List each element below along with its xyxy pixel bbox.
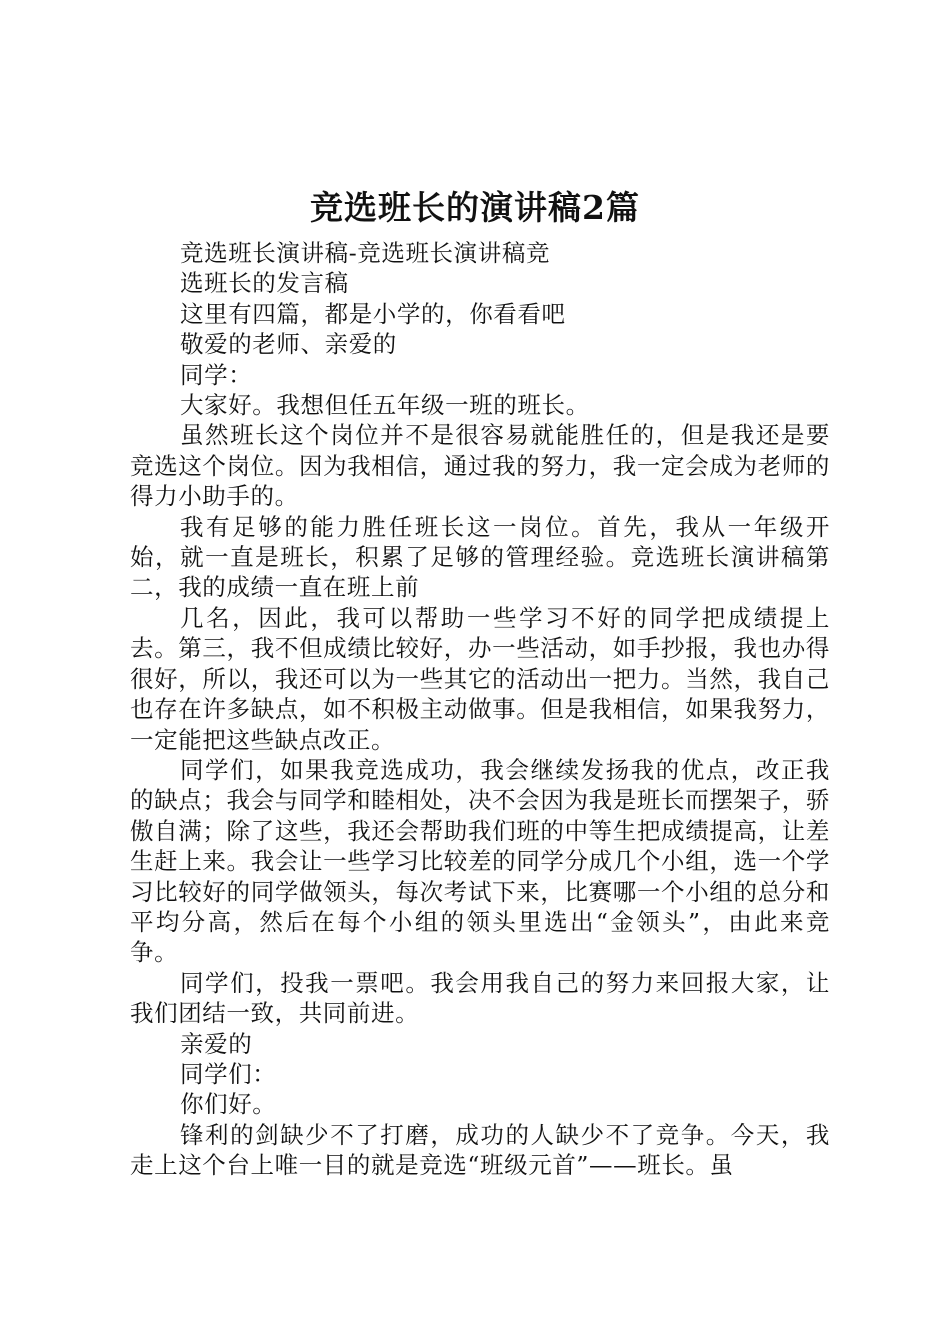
document-body bbox=[130, 238, 830, 1181]
paragraph: 选班长的发言稿 bbox=[180, 269, 349, 298]
paragraph: 你们好。 bbox=[180, 1090, 277, 1119]
paragraph: 我有足够的能力胜任班长这一岗位。首先，我从一年级开始，就一直是班长，积累了足够的管理经验。竞选班长演讲稿第二，我的成绩一直在班上前 bbox=[130, 512, 830, 602]
paragraph: 锋利的剑缺少不了打磨，成功的人缺少不了竞争。今天，我走上这个台上唯一目的就是竞选“班级元首”——班长。虽 bbox=[130, 1120, 830, 1180]
paragraph: 竞选班长演讲稿-竞选班长演讲稿竞 bbox=[180, 239, 551, 267]
paragraph: 亲爱的 bbox=[180, 1029, 253, 1058]
paragraph: 同学们： bbox=[180, 1059, 277, 1088]
document-title: 竞选班长的演讲稿2篇 bbox=[310, 188, 640, 227]
paragraph: 同学们，如果我竞选成功，我会继续发扬我的优点，改正我的缺点；我会与同学和睦相处，决不会因为我是班长而摆架子，骄傲自满；除了这些，我还会帮助我们班的中等生把成绩提高，让差生赶上来。我会让一些学习比较差的同学分成几个小组，选一个学习比较好的同学做领头，每次考试下来，比赛哪一个小组的总分和平均分高，然后在每个小组的领头里选出“金领头”，由此来竞争。 bbox=[130, 755, 830, 967]
paragraph: 虽然班长这个岗位并不是很容易就能胜任的，但是我还是要竞选这个岗位。因为我相信，通过我的努力，我一定会成为老师的得力小助手的。 bbox=[130, 421, 830, 511]
paragraph: 几名，因此，我可以帮助一些学习不好的同学把成绩提上去。第三，我不但成绩比较好，办一些活动，如手抄报，我也办得很好，所以，我还可以为一些其它的活动出一把力。当然，我自己也存在许多缺点，如不积极主动做事。但是我相信，如果我努力，一定能把这些缺点改正。 bbox=[130, 603, 830, 754]
paragraph: 同学们，投我一票吧。我会用我自己的努力来回报大家，让我们团结一致，共同前进。 bbox=[130, 968, 830, 1028]
paragraph: 大家好。我想但任五年级一班的班长。 bbox=[180, 391, 590, 420]
paragraph: 这里有四篇，都是小学的，你看看吧 bbox=[180, 299, 566, 328]
paragraph: 同学： bbox=[180, 360, 253, 389]
paragraph: 敬爱的老师、亲爱的 bbox=[180, 330, 397, 359]
